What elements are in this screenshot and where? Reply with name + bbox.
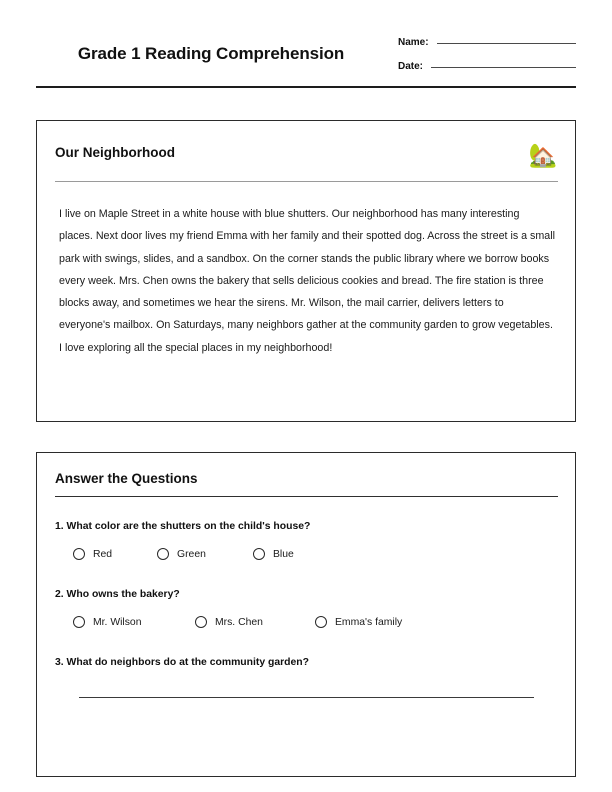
option-label: Mr. Wilson (93, 616, 142, 628)
radio-circle-icon[interactable] (195, 616, 207, 628)
option-choice[interactable] (195, 613, 263, 631)
radio-circle-icon[interactable] (253, 548, 265, 560)
option-label: Green (177, 548, 206, 560)
passage-text: I live on Maple Street in a white house with blue shutters. Our neighborhood has many interesting places. Next door lives my friend Emma with her family and their spotted dog. Across the street is a small park with swings, slides, and a sandbox. On the corner stands the public library where we borrow books every week. Mrs. Chen owns the bakery that sells delicious cookies and bread. The fire station is three blocks away, and sometimes we hear the sirens. Mr. Wilson, the mail carrier, delivers letters to everyone's mailbox. On Saturdays, many neighbors gather at the community garden to grow vegetables. I love exploring all the special places in my neighborhood! (59, 208, 555, 354)
option-choice[interactable] (157, 545, 206, 563)
option-choice[interactable] (73, 545, 112, 563)
option-label: Emma's family (335, 616, 403, 628)
question-item (55, 511, 559, 579)
passage-header (55, 143, 559, 173)
name-date-block (398, 30, 576, 78)
name-field-row (398, 30, 576, 54)
page-title: Grade 1 Reading Comprehension (77, 44, 345, 63)
questions-list (55, 511, 559, 710)
question-item (55, 579, 559, 647)
question-options (55, 545, 559, 579)
name-write-line[interactable] (437, 43, 576, 44)
option-choice[interactable] (315, 613, 402, 631)
name-label: Name: (398, 36, 429, 48)
question-options (55, 613, 559, 647)
date-write-line[interactable] (431, 67, 576, 68)
questions-divider (55, 496, 558, 497)
question-prompt: 3. What do neighbors do at the community garden? (55, 657, 310, 668)
radio-circle-icon[interactable] (73, 548, 85, 560)
option-choice[interactable] (253, 545, 294, 563)
option-choice[interactable] (73, 613, 142, 631)
option-label: Red (93, 548, 113, 560)
short-answer-area (55, 670, 559, 710)
answer-write-line[interactable] (79, 697, 534, 698)
option-label: Blue (273, 548, 294, 560)
question-item (55, 647, 559, 710)
date-field-row (398, 54, 576, 78)
questions-card (36, 452, 576, 777)
worksheet-header (36, 30, 576, 80)
passage-title: Our Neighborhood (55, 145, 175, 160)
questions-heading: Answer the Questions (55, 471, 198, 486)
question-prompt: 1. What color are the shutters on the child's house? (55, 521, 311, 532)
radio-circle-icon[interactable] (157, 548, 169, 560)
passage-divider (55, 181, 558, 182)
header-divider (36, 86, 576, 88)
house-with-garden-icon: 🏡 (528, 142, 558, 168)
passage-card (36, 120, 576, 422)
option-label: Mrs. Chen (215, 616, 263, 628)
question-prompt: 2. Who owns the bakery? (55, 589, 180, 600)
radio-circle-icon[interactable] (315, 616, 327, 628)
radio-circle-icon[interactable] (73, 616, 85, 628)
date-label: Date: (398, 60, 424, 72)
